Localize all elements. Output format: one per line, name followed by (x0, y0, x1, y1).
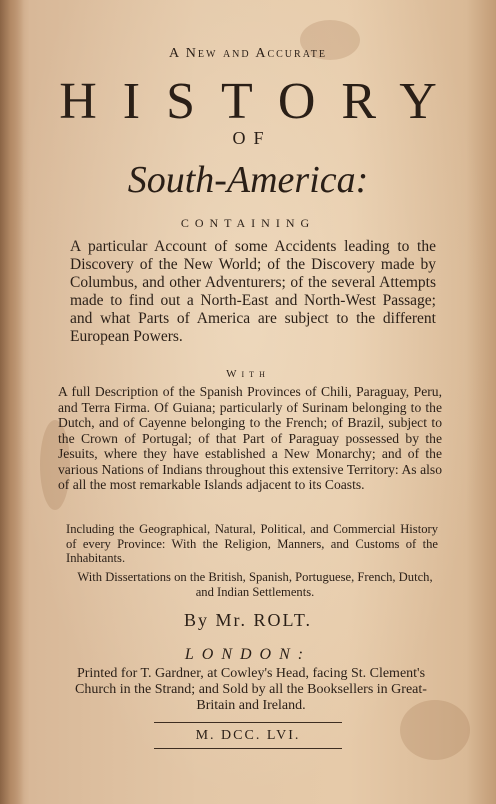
author-line: By Mr. ROLT. (183, 610, 313, 630)
contents-paragraph: A particular Account of some Accidents leading to the Discovery of the New World; of the Discovery made by Columbus, and other Adventurers; of the several Attempts made to find out a North-East and North-West Passage; and what Parts of America are subject to the different European Powers. (70, 238, 436, 345)
imprint-place: LONDON: (184, 646, 312, 663)
rule-above-date (154, 722, 342, 723)
title-of: OF (232, 128, 272, 148)
publication-date: M. DCC. LVI. (195, 728, 301, 743)
dissertations-paragraph: With Dissertations on the British, Spanish, Portuguese, French, Dutch, and Indian Settlements. (77, 570, 433, 599)
title-south-america: South-America: (127, 159, 369, 201)
containing-heading: CONTAINING (180, 216, 316, 230)
subtitle-new-accurate: A New and Accurate (168, 46, 328, 61)
rule-below-date (154, 748, 342, 749)
including-paragraph: Including the Geographical, Natural, Political, and Commercial History of every Province: With the Religion, Manners, and Customs of the Inhabitants. (66, 522, 438, 565)
description-paragraph: A full Description of the Spanish Provinces of Chili, Paraguay, Peru, and Terra Firma. Of Guiana; particularly of Surinam belonging to the Dutch, and of Cayenne belonging to the French; of Brazil, subject to the Crown of Portugal; of that Part of Paraguay possessed by the Jesuits, where they have established a New Monarchy; and of the various Nations of Indians throughout this extensive Territory: As also of all the most remarkable Islands adjacent to its Coasts. (58, 384, 442, 492)
with-heading: With (226, 368, 270, 380)
title-history: HISTORY (59, 73, 463, 130)
imprint-paragraph: Printed for T. Gardner, at Cowley's Head, facing St. Clement's Church in the Strand; and Sold by all the Booksellers in Great-Britain and Ireland. (75, 666, 427, 713)
